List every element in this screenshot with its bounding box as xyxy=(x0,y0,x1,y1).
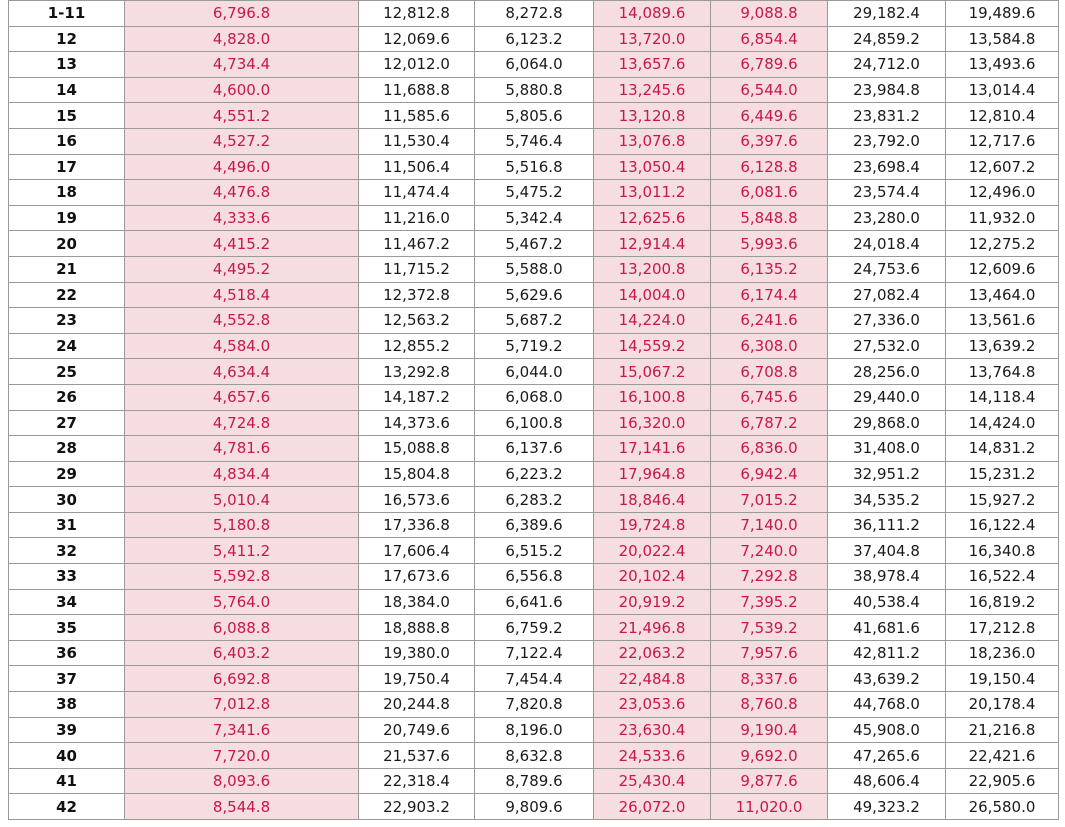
col-6-cell: 29,182.4 xyxy=(828,1,946,27)
col-3-cell: 6,064.0 xyxy=(475,52,594,78)
col-2-cell: 11,530.4 xyxy=(359,128,475,154)
row-label: 29 xyxy=(9,461,125,487)
col-3-cell: 7,122.4 xyxy=(475,640,594,666)
col-7-cell: 12,275.2 xyxy=(946,231,1059,257)
col-5-cell: 8,760.8 xyxy=(711,692,828,718)
col-3-cell: 5,516.8 xyxy=(475,154,594,180)
col-4-cell: 24,533.6 xyxy=(594,743,711,769)
col-4-cell: 12,914.4 xyxy=(594,231,711,257)
col-1-cell: 4,828.0 xyxy=(125,26,359,52)
col-6-cell: 23,280.0 xyxy=(828,205,946,231)
col-5-cell: 6,787.2 xyxy=(711,410,828,436)
col-2-cell: 17,336.8 xyxy=(359,512,475,538)
col-2-cell: 15,804.8 xyxy=(359,461,475,487)
col-5-cell: 6,128.8 xyxy=(711,154,828,180)
table-row xyxy=(9,538,1059,564)
col-4-cell: 23,630.4 xyxy=(594,717,711,743)
col-3-cell: 6,283.2 xyxy=(475,487,594,513)
col-3-cell: 7,820.8 xyxy=(475,692,594,718)
col-7-cell: 16,819.2 xyxy=(946,589,1059,615)
col-3-cell: 5,467.2 xyxy=(475,231,594,257)
table-row xyxy=(9,205,1059,231)
table-row xyxy=(9,666,1059,692)
row-label: 22 xyxy=(9,282,125,308)
col-7-cell: 13,639.2 xyxy=(946,333,1059,359)
col-2-cell: 11,474.4 xyxy=(359,180,475,206)
col-4-cell: 14,089.6 xyxy=(594,1,711,27)
col-6-cell: 24,018.4 xyxy=(828,231,946,257)
col-5-cell: 6,708.8 xyxy=(711,359,828,385)
col-7-cell: 13,464.0 xyxy=(946,282,1059,308)
col-2-cell: 14,373.6 xyxy=(359,410,475,436)
col-7-cell: 13,561.6 xyxy=(946,308,1059,334)
col-3-cell: 5,475.2 xyxy=(475,180,594,206)
col-7-cell: 12,609.6 xyxy=(946,256,1059,282)
col-4-cell: 23,053.6 xyxy=(594,692,711,718)
row-label: 40 xyxy=(9,743,125,769)
col-2-cell: 18,384.0 xyxy=(359,589,475,615)
col-4-cell: 20,919.2 xyxy=(594,589,711,615)
col-7-cell: 26,580.0 xyxy=(946,794,1059,820)
col-1-cell: 7,012.8 xyxy=(125,692,359,718)
col-1-cell: 4,781.6 xyxy=(125,436,359,462)
col-3-cell: 5,342.4 xyxy=(475,205,594,231)
col-4-cell: 13,720.0 xyxy=(594,26,711,52)
col-5-cell: 6,135.2 xyxy=(711,256,828,282)
col-4-cell: 22,063.2 xyxy=(594,640,711,666)
col-6-cell: 45,908.0 xyxy=(828,717,946,743)
col-7-cell: 11,932.0 xyxy=(946,205,1059,231)
col-4-cell: 17,141.6 xyxy=(594,436,711,462)
col-5-cell: 6,308.0 xyxy=(711,333,828,359)
col-5-cell: 7,957.6 xyxy=(711,640,828,666)
col-5-cell: 6,397.6 xyxy=(711,128,828,154)
col-3-cell: 5,746.4 xyxy=(475,128,594,154)
col-3-cell: 6,100.8 xyxy=(475,410,594,436)
col-6-cell: 31,408.0 xyxy=(828,436,946,462)
table-row xyxy=(9,615,1059,641)
col-6-cell: 24,753.6 xyxy=(828,256,946,282)
col-1-cell: 4,834.4 xyxy=(125,461,359,487)
table-row xyxy=(9,52,1059,78)
col-1-cell: 5,592.8 xyxy=(125,564,359,590)
col-6-cell: 49,323.2 xyxy=(828,794,946,820)
col-6-cell: 27,082.4 xyxy=(828,282,946,308)
col-1-cell: 4,518.4 xyxy=(125,282,359,308)
col-7-cell: 13,014.4 xyxy=(946,77,1059,103)
col-3-cell: 7,454.4 xyxy=(475,666,594,692)
row-label: 27 xyxy=(9,410,125,436)
col-7-cell: 14,831.2 xyxy=(946,436,1059,462)
col-2-cell: 15,088.8 xyxy=(359,436,475,462)
col-4-cell: 12,625.6 xyxy=(594,205,711,231)
col-2-cell: 20,244.8 xyxy=(359,692,475,718)
col-3-cell: 8,196.0 xyxy=(475,717,594,743)
col-6-cell: 24,859.2 xyxy=(828,26,946,52)
table-row xyxy=(9,487,1059,513)
col-4-cell: 13,076.8 xyxy=(594,128,711,154)
col-6-cell: 34,535.2 xyxy=(828,487,946,513)
col-1-cell: 7,341.6 xyxy=(125,717,359,743)
col-1-cell: 5,180.8 xyxy=(125,512,359,538)
col-5-cell: 6,174.4 xyxy=(711,282,828,308)
row-label: 37 xyxy=(9,666,125,692)
col-5-cell: 6,745.6 xyxy=(711,384,828,410)
col-3-cell: 6,389.6 xyxy=(475,512,594,538)
col-4-cell: 13,120.8 xyxy=(594,103,711,129)
col-1-cell: 6,692.8 xyxy=(125,666,359,692)
col-7-cell: 12,810.4 xyxy=(946,103,1059,129)
col-1-cell: 8,544.8 xyxy=(125,794,359,820)
row-label: 14 xyxy=(9,77,125,103)
col-2-cell: 11,585.6 xyxy=(359,103,475,129)
table-row xyxy=(9,333,1059,359)
col-4-cell: 13,011.2 xyxy=(594,180,711,206)
col-7-cell: 19,150.4 xyxy=(946,666,1059,692)
col-6-cell: 29,440.0 xyxy=(828,384,946,410)
col-4-cell: 14,224.0 xyxy=(594,308,711,334)
table-row xyxy=(9,26,1059,52)
col-6-cell: 48,606.4 xyxy=(828,768,946,794)
table-row xyxy=(9,564,1059,590)
col-4-cell: 15,067.2 xyxy=(594,359,711,385)
col-6-cell: 23,792.0 xyxy=(828,128,946,154)
col-5-cell: 7,539.2 xyxy=(711,615,828,641)
col-5-cell: 11,020.0 xyxy=(711,794,828,820)
col-6-cell: 23,984.8 xyxy=(828,77,946,103)
col-6-cell: 47,265.6 xyxy=(828,743,946,769)
col-6-cell: 37,404.8 xyxy=(828,538,946,564)
col-3-cell: 6,556.8 xyxy=(475,564,594,590)
col-3-cell: 9,809.6 xyxy=(475,794,594,820)
table-row xyxy=(9,103,1059,129)
table-row xyxy=(9,384,1059,410)
col-7-cell: 16,522.4 xyxy=(946,564,1059,590)
table-row xyxy=(9,359,1059,385)
col-6-cell: 44,768.0 xyxy=(828,692,946,718)
table-row xyxy=(9,308,1059,334)
col-6-cell: 36,111.2 xyxy=(828,512,946,538)
col-2-cell: 12,012.0 xyxy=(359,52,475,78)
col-5-cell: 8,337.6 xyxy=(711,666,828,692)
col-1-cell: 4,496.0 xyxy=(125,154,359,180)
col-1-cell: 4,333.6 xyxy=(125,205,359,231)
table-row xyxy=(9,154,1059,180)
col-3-cell: 5,880.8 xyxy=(475,77,594,103)
col-6-cell: 23,698.4 xyxy=(828,154,946,180)
col-1-cell: 4,527.2 xyxy=(125,128,359,154)
col-1-cell: 4,600.0 xyxy=(125,77,359,103)
col-1-cell: 4,495.2 xyxy=(125,256,359,282)
col-2-cell: 21,537.6 xyxy=(359,743,475,769)
table-row xyxy=(9,282,1059,308)
row-label: 38 xyxy=(9,692,125,718)
col-1-cell: 4,634.4 xyxy=(125,359,359,385)
col-7-cell: 22,421.6 xyxy=(946,743,1059,769)
table-row xyxy=(9,589,1059,615)
col-7-cell: 13,584.8 xyxy=(946,26,1059,52)
col-3-cell: 5,687.2 xyxy=(475,308,594,334)
row-label: 1-11 xyxy=(9,1,125,27)
row-label: 13 xyxy=(9,52,125,78)
col-7-cell: 13,493.6 xyxy=(946,52,1059,78)
col-2-cell: 22,903.2 xyxy=(359,794,475,820)
col-1-cell: 4,476.8 xyxy=(125,180,359,206)
col-2-cell: 11,506.4 xyxy=(359,154,475,180)
col-7-cell: 14,118.4 xyxy=(946,384,1059,410)
col-7-cell: 12,717.6 xyxy=(946,128,1059,154)
col-1-cell: 4,657.6 xyxy=(125,384,359,410)
col-1-cell: 5,764.0 xyxy=(125,589,359,615)
col-7-cell: 20,178.4 xyxy=(946,692,1059,718)
col-6-cell: 41,681.6 xyxy=(828,615,946,641)
row-label: 42 xyxy=(9,794,125,820)
row-label: 19 xyxy=(9,205,125,231)
col-2-cell: 12,563.2 xyxy=(359,308,475,334)
col-7-cell: 15,927.2 xyxy=(946,487,1059,513)
col-4-cell: 13,657.6 xyxy=(594,52,711,78)
col-3-cell: 6,137.6 xyxy=(475,436,594,462)
table-row xyxy=(9,231,1059,257)
col-4-cell: 22,484.8 xyxy=(594,666,711,692)
table-row xyxy=(9,436,1059,462)
table-row xyxy=(9,461,1059,487)
col-4-cell: 21,496.8 xyxy=(594,615,711,641)
col-1-cell: 4,552.8 xyxy=(125,308,359,334)
col-3-cell: 5,588.0 xyxy=(475,256,594,282)
table-body xyxy=(9,1,1059,820)
col-1-cell: 6,796.8 xyxy=(125,1,359,27)
col-3-cell: 6,641.6 xyxy=(475,589,594,615)
col-5-cell: 6,789.6 xyxy=(711,52,828,78)
col-5-cell: 7,140.0 xyxy=(711,512,828,538)
col-4-cell: 13,200.8 xyxy=(594,256,711,282)
row-label: 15 xyxy=(9,103,125,129)
col-4-cell: 17,964.8 xyxy=(594,461,711,487)
row-label: 18 xyxy=(9,180,125,206)
col-3-cell: 6,123.2 xyxy=(475,26,594,52)
table-row xyxy=(9,692,1059,718)
col-6-cell: 28,256.0 xyxy=(828,359,946,385)
col-2-cell: 11,715.2 xyxy=(359,256,475,282)
col-7-cell: 22,905.6 xyxy=(946,768,1059,794)
col-4-cell: 13,245.6 xyxy=(594,77,711,103)
col-2-cell: 18,888.8 xyxy=(359,615,475,641)
col-5-cell: 6,836.0 xyxy=(711,436,828,462)
col-6-cell: 40,538.4 xyxy=(828,589,946,615)
table-row xyxy=(9,1,1059,27)
table-row xyxy=(9,180,1059,206)
col-7-cell: 17,212.8 xyxy=(946,615,1059,641)
col-5-cell: 6,942.4 xyxy=(711,461,828,487)
col-3-cell: 6,515.2 xyxy=(475,538,594,564)
col-1-cell: 5,010.4 xyxy=(125,487,359,513)
col-4-cell: 16,320.0 xyxy=(594,410,711,436)
row-label: 33 xyxy=(9,564,125,590)
col-4-cell: 16,100.8 xyxy=(594,384,711,410)
row-label: 41 xyxy=(9,768,125,794)
col-2-cell: 13,292.8 xyxy=(359,359,475,385)
col-3-cell: 5,719.2 xyxy=(475,333,594,359)
table-row xyxy=(9,717,1059,743)
col-1-cell: 5,411.2 xyxy=(125,538,359,564)
col-4-cell: 14,559.2 xyxy=(594,333,711,359)
col-6-cell: 23,574.4 xyxy=(828,180,946,206)
col-2-cell: 17,606.4 xyxy=(359,538,475,564)
col-5-cell: 9,692.0 xyxy=(711,743,828,769)
col-5-cell: 6,449.6 xyxy=(711,103,828,129)
col-6-cell: 38,978.4 xyxy=(828,564,946,590)
row-label: 35 xyxy=(9,615,125,641)
col-5-cell: 9,877.6 xyxy=(711,768,828,794)
col-3-cell: 8,632.8 xyxy=(475,743,594,769)
col-4-cell: 14,004.0 xyxy=(594,282,711,308)
row-label: 25 xyxy=(9,359,125,385)
col-4-cell: 20,022.4 xyxy=(594,538,711,564)
col-6-cell: 27,532.0 xyxy=(828,333,946,359)
col-1-cell: 4,734.4 xyxy=(125,52,359,78)
col-4-cell: 18,846.4 xyxy=(594,487,711,513)
col-5-cell: 5,848.8 xyxy=(711,205,828,231)
col-3-cell: 5,805.6 xyxy=(475,103,594,129)
col-4-cell: 13,050.4 xyxy=(594,154,711,180)
col-2-cell: 12,372.8 xyxy=(359,282,475,308)
col-6-cell: 24,712.0 xyxy=(828,52,946,78)
col-2-cell: 12,812.8 xyxy=(359,1,475,27)
col-5-cell: 7,240.0 xyxy=(711,538,828,564)
col-2-cell: 12,855.2 xyxy=(359,333,475,359)
col-4-cell: 25,430.4 xyxy=(594,768,711,794)
row-label: 36 xyxy=(9,640,125,666)
col-2-cell: 11,688.8 xyxy=(359,77,475,103)
col-7-cell: 12,496.0 xyxy=(946,180,1059,206)
row-label: 26 xyxy=(9,384,125,410)
col-1-cell: 4,415.2 xyxy=(125,231,359,257)
row-label: 20 xyxy=(9,231,125,257)
col-7-cell: 15,231.2 xyxy=(946,461,1059,487)
col-5-cell: 6,854.4 xyxy=(711,26,828,52)
col-6-cell: 43,639.2 xyxy=(828,666,946,692)
col-2-cell: 12,069.6 xyxy=(359,26,475,52)
data-table xyxy=(8,0,1059,820)
col-3-cell: 6,068.0 xyxy=(475,384,594,410)
col-2-cell: 16,573.6 xyxy=(359,487,475,513)
col-2-cell: 22,318.4 xyxy=(359,768,475,794)
col-1-cell: 4,584.0 xyxy=(125,333,359,359)
row-label: 34 xyxy=(9,589,125,615)
table-row xyxy=(9,128,1059,154)
col-5-cell: 7,292.8 xyxy=(711,564,828,590)
col-7-cell: 14,424.0 xyxy=(946,410,1059,436)
col-4-cell: 20,102.4 xyxy=(594,564,711,590)
table-row xyxy=(9,743,1059,769)
col-2-cell: 20,749.6 xyxy=(359,717,475,743)
col-5-cell: 7,015.2 xyxy=(711,487,828,513)
row-label: 23 xyxy=(9,308,125,334)
col-7-cell: 18,236.0 xyxy=(946,640,1059,666)
col-4-cell: 19,724.8 xyxy=(594,512,711,538)
col-4-cell: 26,072.0 xyxy=(594,794,711,820)
table-row xyxy=(9,640,1059,666)
col-5-cell: 7,395.2 xyxy=(711,589,828,615)
col-1-cell: 7,720.0 xyxy=(125,743,359,769)
row-label: 21 xyxy=(9,256,125,282)
col-2-cell: 11,467.2 xyxy=(359,231,475,257)
col-7-cell: 12,607.2 xyxy=(946,154,1059,180)
table-row xyxy=(9,77,1059,103)
col-2-cell: 11,216.0 xyxy=(359,205,475,231)
col-1-cell: 4,724.8 xyxy=(125,410,359,436)
col-2-cell: 14,187.2 xyxy=(359,384,475,410)
col-5-cell: 9,190.4 xyxy=(711,717,828,743)
row-label: 24 xyxy=(9,333,125,359)
col-3-cell: 6,223.2 xyxy=(475,461,594,487)
col-7-cell: 13,764.8 xyxy=(946,359,1059,385)
row-label: 12 xyxy=(9,26,125,52)
table-row xyxy=(9,256,1059,282)
row-label: 28 xyxy=(9,436,125,462)
col-3-cell: 6,044.0 xyxy=(475,359,594,385)
col-5-cell: 9,088.8 xyxy=(711,1,828,27)
col-3-cell: 5,629.6 xyxy=(475,282,594,308)
col-7-cell: 16,340.8 xyxy=(946,538,1059,564)
col-5-cell: 5,993.6 xyxy=(711,231,828,257)
row-label: 30 xyxy=(9,487,125,513)
col-1-cell: 6,403.2 xyxy=(125,640,359,666)
table-row xyxy=(9,512,1059,538)
table-row xyxy=(9,410,1059,436)
table-row xyxy=(9,768,1059,794)
col-7-cell: 21,216.8 xyxy=(946,717,1059,743)
row-label: 17 xyxy=(9,154,125,180)
col-5-cell: 6,241.6 xyxy=(711,308,828,334)
col-3-cell: 8,789.6 xyxy=(475,768,594,794)
col-1-cell: 4,551.2 xyxy=(125,103,359,129)
col-5-cell: 6,544.0 xyxy=(711,77,828,103)
row-label: 31 xyxy=(9,512,125,538)
col-6-cell: 32,951.2 xyxy=(828,461,946,487)
col-7-cell: 16,122.4 xyxy=(946,512,1059,538)
col-1-cell: 6,088.8 xyxy=(125,615,359,641)
col-6-cell: 29,868.0 xyxy=(828,410,946,436)
col-7-cell: 19,489.6 xyxy=(946,1,1059,27)
col-3-cell: 6,759.2 xyxy=(475,615,594,641)
col-3-cell: 8,272.8 xyxy=(475,1,594,27)
row-label: 16 xyxy=(9,128,125,154)
col-5-cell: 6,081.6 xyxy=(711,180,828,206)
col-6-cell: 42,811.2 xyxy=(828,640,946,666)
table-row xyxy=(9,794,1059,820)
col-1-cell: 8,093.6 xyxy=(125,768,359,794)
col-2-cell: 17,673.6 xyxy=(359,564,475,590)
row-label: 32 xyxy=(9,538,125,564)
col-2-cell: 19,380.0 xyxy=(359,640,475,666)
col-6-cell: 23,831.2 xyxy=(828,103,946,129)
row-label: 39 xyxy=(9,717,125,743)
col-2-cell: 19,750.4 xyxy=(359,666,475,692)
col-6-cell: 27,336.0 xyxy=(828,308,946,334)
